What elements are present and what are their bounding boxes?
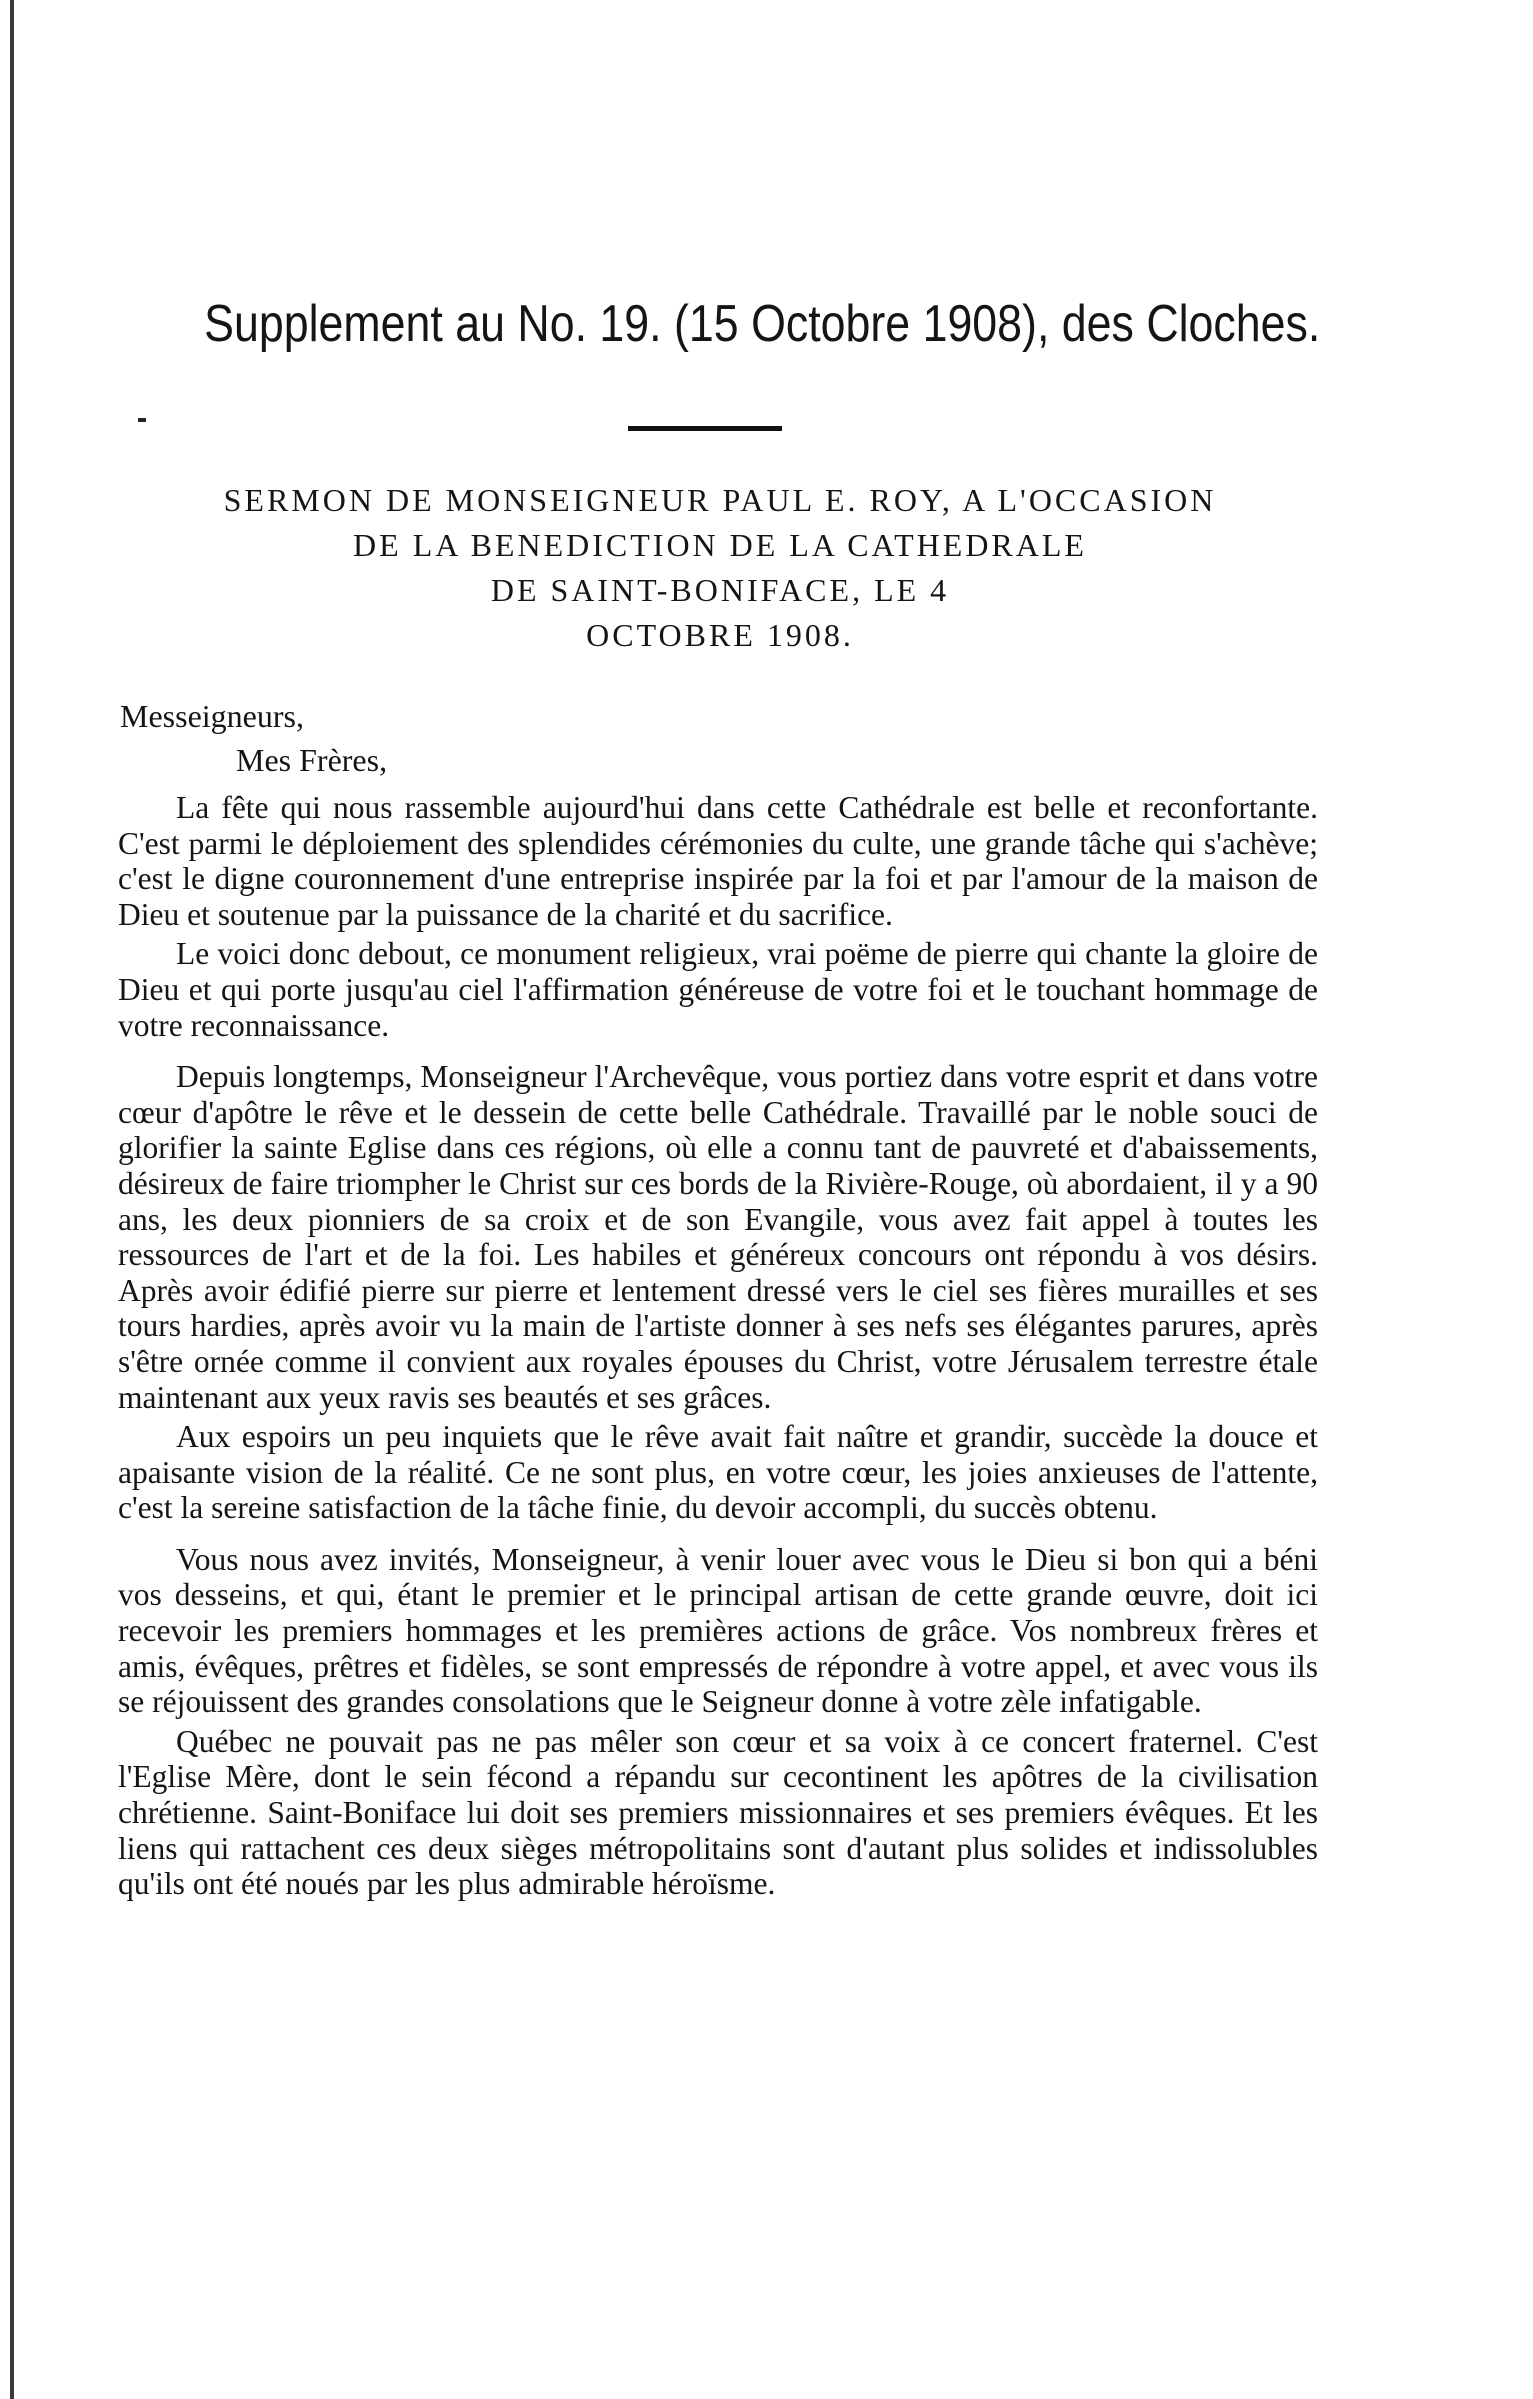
sermon-heading-line: DE LA BENEDICTION DE LA CATHEDRALE bbox=[353, 527, 1087, 563]
sermon-heading-line: DE SAINT-BONIFACE, LE 4 bbox=[490, 572, 950, 608]
sermon-heading-line: OCTOBRE 1908. bbox=[586, 617, 854, 653]
ink-mark bbox=[138, 418, 146, 422]
paragraph: Aux espoirs un peu inquiets que le rêve avait fait naître et grandir, succède la douce et apaisante vision de la réalité. Ce ne sont plus, en votre cœur, les joies anxieuses de l'attente, c'est la sereine satisfaction de la tâche finie, du devoir accompli, du succès obtenu. bbox=[118, 1419, 1318, 1526]
supplement-title: Supplement au No. 19. (15 Octobre 1908), des Cloches. bbox=[204, 295, 1321, 353]
salutation-messeigneurs: Messeigneurs, bbox=[120, 698, 304, 734]
sermon-body bbox=[118, 790, 1318, 1906]
salutation-mes-freres: Mes Frères, bbox=[236, 742, 388, 778]
sermon-heading bbox=[130, 478, 1310, 658]
scan-edge-line bbox=[10, 0, 14, 2399]
paragraph: Vous nous avez invités, Monseigneur, à venir louer avec vous le Dieu si bon qui a béni vos desseins, et qui, étant le premier et le principal artisan de cette grande œuvre, doit ici recevoir les premiers hommages et les premières actions de grâce. Vos nombreux frères et amis, évêques, prêtres et fidèles, se sont empressés de répondre à votre appel, et avec vous ils se réjouissent des grandes consolations que le Seigneur donne à votre zèle infatigable. bbox=[118, 1541, 1318, 1720]
paragraph: La fête qui nous rassemble aujourd'hui dans cette Cathédrale est belle et reconfortante. C'est parmi le déploiement des splendides cérémonies du culte, une grande tâche qui s'achève; c'est le digne couronnement d'une entreprise inspirée par la foi et par l'amour de la maison de Dieu et soutenue par la puissance de la charité et du sacrifice. bbox=[118, 790, 1318, 932]
title-rule bbox=[628, 426, 782, 431]
paragraph: Québec ne pouvait pas ne pas mêler son cœur et sa voix à ce concert fraternel. C'est l'Eglise Mère, dont le sein fécond a répandu sur cecontinent les apôtres de la civilisation chrétienne. Saint-Boniface lui doit ses premiers missionnaires et ses premiers évêques. Et les liens qui rattachent ces deux sièges métropolitains sont d'autant plus solides et indissolubles qu'ils ont été noués par les plus admirable héroïsme. bbox=[118, 1723, 1318, 1902]
paragraph: Depuis longtemps, Monseigneur l'Archevêque, vous portiez dans votre esprit et dans votre cœur d'apôtre le rêve et le dessein de cette belle Cathédrale. Travaillé par le noble souci de glorifier la sainte Eglise dans ces régions, où elle a connu tant de pauvreté et d'abaissements, désireux de faire triompher le Christ sur ces bords de la Rivière-Rouge, où abordaient, il y a 90 ans, les deux pionniers de sa croix et de son Evangile, vous avez fait appel à toutes les ressources de l'art et de la foi. Les habiles et généreux concours ont répondu à vos désirs. Après avoir édifié pierre sur pierre et lentement dressé vers le ciel ses fières murailles et ses tours hardies, après avoir vu la main de l'artiste donner à ses nefs ses élégantes parures, après s'être ornée comme il convient aux royales épouses du Christ, votre Jérusalem terrestre étale maintenant aux yeux ravis ses beautés et ses grâces. bbox=[118, 1059, 1318, 1415]
sermon-heading-line: SERMON DE MONSEIGNEUR PAUL E. ROY, A L'OCCASION bbox=[223, 482, 1217, 518]
paragraph: Le voici donc debout, ce monument religieux, vrai poëme de pierre qui chante la gloire de Dieu et qui porte jusqu'au ciel l'affirmation généreuse de votre foi et le touchant hommage de votre reconnaissance. bbox=[118, 936, 1318, 1043]
